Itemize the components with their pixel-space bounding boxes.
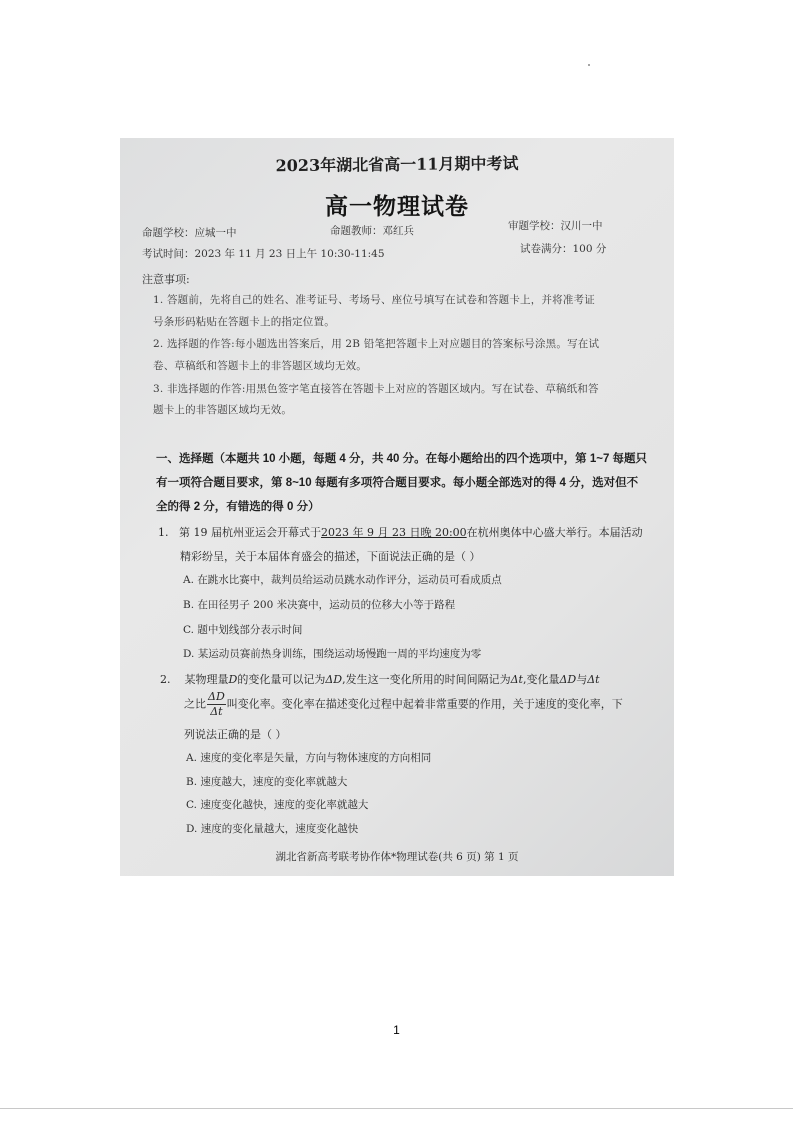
underlined-time: 2023 年 9 月 23 日晚 20:00 — [321, 526, 467, 539]
meta-time: 考试时间：2023 年 11 月 23 日上午 10:30-11:45 — [142, 248, 385, 260]
question-2-line-3: 列说法正确的是（ ） — [184, 728, 287, 741]
scan-speck — [588, 64, 590, 66]
option: B. 在田径男子 200 米决赛中，运动员的位移大小等于路程 — [183, 599, 456, 611]
question-2-line-1: 2. 某物理量D的变化量可以记为ΔD,发生这一变化所用的时间间隔记为Δt,变化量ΔD与Δt — [160, 673, 600, 686]
section-line: 有一项符合题目要求，第 8~10 每题有多项符合题目要求。每小题全部选对的得 4 分，选对但不 — [156, 477, 639, 489]
question-number: 1. — [158, 526, 169, 539]
option: D. 某运动员赛前热身训练，围绕运动场慢跑一周的平均速度为零 — [183, 648, 482, 660]
exam-footer: 湖北省新高考联考协作体*物理试卷(共 6 页) 第 1 页 — [275, 851, 519, 863]
notice-line: 号条形码粘贴在答题卡上的指定位置。 — [153, 316, 335, 328]
question-2-line-2: 之比 $\frac{\Delta D}{\Delta t}$ 叫变化率。变化率在描述变化过程中起着非常重要的作用，关于速度的变化率，下 — [184, 690, 623, 718]
meta-teacher: 命题教师：邓红兵 — [330, 225, 414, 237]
question-number: 2. — [160, 673, 171, 686]
option: B. 速度越大，速度的变化率就越大 — [186, 776, 348, 788]
exam-title: 高一物理试卷 — [325, 193, 469, 220]
meta-reviewer: 审题学校：汉川一中 — [508, 220, 603, 232]
option: C. 题中划线部分表示时间 — [183, 624, 303, 636]
section-line: 一、选择题（本题共 10 小题，每题 4 分，共 40 分。在每小题给出的四个选项中，第 1~7 每题只 — [156, 453, 648, 465]
notice-line: 卷、草稿纸和答题卡上的非答题区域均无效。 — [153, 360, 367, 372]
option: A. 速度的变化率是矢量，方向与物体速度的方向相同 — [186, 752, 432, 764]
page-number: 1 — [393, 1023, 400, 1037]
notice-line: 3. 非选择题的作答:用黑色签字笔直接答在答题卡上对应的答题区域内。写在试卷、草稿纸和答 — [153, 383, 599, 395]
notice-line: 2. 选择题的作答:每小题选出答案后，用 2B 铅笔把答题卡上对应题目的答案标号涂黑。写在试 — [153, 338, 600, 350]
option: D. 速度的变化量越大，速度变化越快 — [186, 823, 359, 835]
section-line: 全的得 2 分，有错选的得 0 分） — [156, 501, 320, 513]
notice-heading: 注意事项: — [142, 273, 190, 286]
question-1-line-2: 精彩纷呈，关于本届体育盛会的描述，下面说法正确的是（ ） — [180, 550, 481, 563]
question-1-line-1: 1. 第 19 届杭州亚运会开幕式于2023 年 9 月 23 日晚 20:00在杭州奥体中心盛大举行。本届活动 — [158, 526, 643, 539]
exam-header: 2023年湖北省高一11月期中考试 — [275, 153, 519, 176]
notice-line: 1. 答题前，先将自己的姓名、准考证号、考场号、座位号填写在试卷和答题卡上，并将准考证 — [153, 294, 595, 306]
fraction: $\frac{\Delta D}{\Delta t}$ — [208, 690, 225, 718]
exam-photo — [120, 138, 674, 876]
meta-score: 试卷满分：100 分 — [520, 243, 607, 255]
bottom-rule — [0, 1108, 793, 1109]
notice-line: 题卡上的非答题区域均无效。 — [153, 404, 293, 416]
option: A. 在跳水比赛中，裁判员给运动员跳水动作评分，运动员可看成质点 — [183, 574, 502, 586]
meta-school: 命题学校：应城一中 — [142, 227, 237, 239]
option: C. 速度变化越快，速度的变化率就越大 — [186, 799, 369, 811]
